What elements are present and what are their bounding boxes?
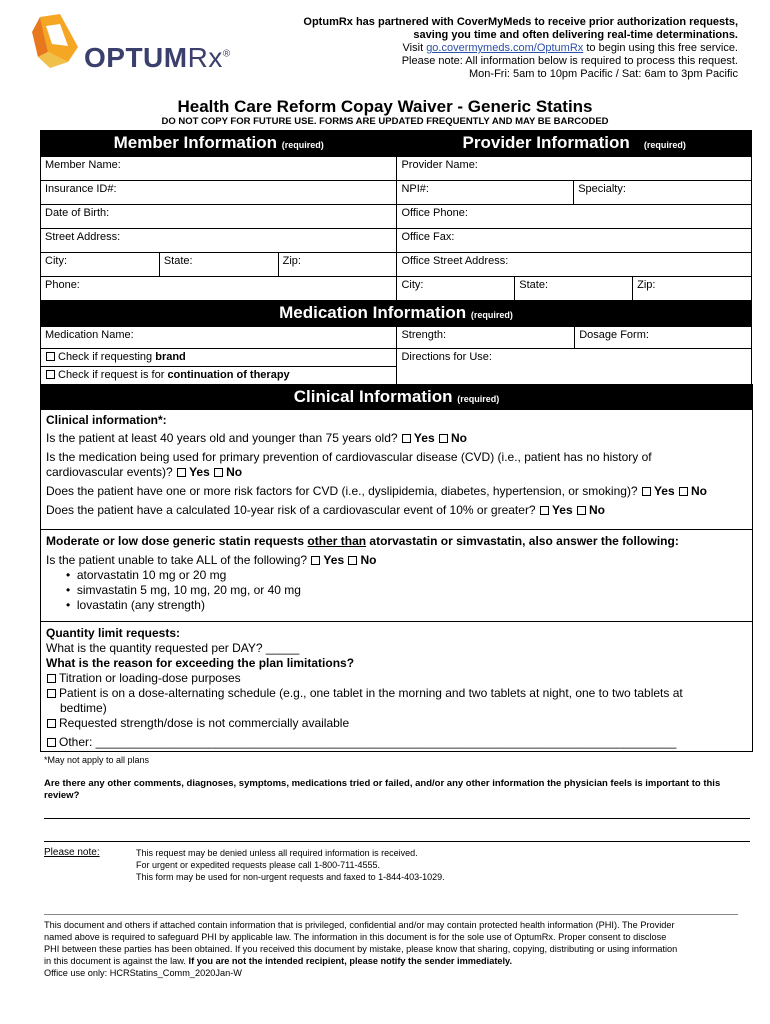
logo-name: OPTUM: [84, 42, 188, 73]
reason-title: What is the reason for exceeding the plan limitations?: [46, 656, 355, 670]
alternating-checkbox[interactable]: [47, 689, 56, 698]
alternating-label: Patient is on a dose-alternating schedule (e.g., one tablet in the morning and two tablets at night, one to two tablets at: [59, 686, 683, 700]
question-risk-factors: [46, 484, 747, 499]
question-risk-text: Does the patient have one or more risk factors for CVD (i.e., dyslipidemia, diabetes, hypertension, or smoking)?: [46, 484, 638, 498]
member-zip-field[interactable]: Zip:: [278, 253, 397, 277]
prevention-no-label: No: [226, 465, 243, 479]
please-note-label: Please note:: [44, 847, 100, 858]
logo-wordmark: [84, 42, 231, 74]
medication-required: (required): [470, 310, 513, 320]
form-subtitle: DO NOT COPY FOR FUTURE USE. FORMS ARE UPDATED FREQUENTLY AND MAY BE BARCODED: [161, 116, 609, 127]
disclaimer-bold: If you are not the intended recipient, please notify the sender immediately.: [188, 956, 513, 966]
provider-info-header: [397, 131, 752, 157]
please-note-line: This form may be used for non-urgent requests and faxed to 1-844-403-1029.: [136, 872, 445, 882]
question-10yr-risk: [46, 503, 747, 518]
provider-header-text: Provider Information: [462, 133, 630, 152]
provider-required: (required): [643, 140, 686, 150]
dob-field[interactable]: Date of Birth:: [41, 205, 397, 229]
street-address-field[interactable]: Street Address:: [41, 229, 397, 253]
office-use-code: Office use only: HCRStatins_Comm_2020Jan-W: [44, 968, 242, 978]
comments-line[interactable]: [44, 841, 750, 842]
unable-no-checkbox[interactable]: [348, 556, 357, 565]
statin-item: • atorvastatin 10 mg or 20 mg: [66, 568, 227, 582]
moderate-post: atorvastatin or simvastatin, also answer the following:: [366, 534, 679, 548]
covermymeds-link[interactable]: go.covermymeds.com/OptumRx: [426, 42, 584, 54]
top-note-line4: Please note: All information below is required to process this request.: [401, 55, 738, 67]
medication-name-field[interactable]: Medication Name:: [41, 327, 397, 349]
provider-name-field[interactable]: Provider Name:: [397, 157, 752, 181]
comments-question: Are there any other comments, diagnoses, symptoms, medications tried or failed, and/or any other information the physician feels is important to this review?: [44, 778, 721, 801]
clinical-required: (required): [457, 394, 500, 404]
top-note-hours: Mon-Fri: 5am to 10pm Pacific / Sat: 6am to 3pm Pacific: [469, 68, 738, 80]
question-unable-text: Is the patient unable to take ALL of the following?: [46, 553, 308, 567]
brand-checkbox[interactable]: [46, 352, 55, 361]
risk-yes-checkbox[interactable]: [642, 487, 651, 496]
risk-no-label: No: [691, 484, 707, 498]
strength-checkbox[interactable]: [47, 719, 56, 728]
npi-field[interactable]: NPI#:: [397, 181, 574, 205]
statin-item-text: lovastatin (any strength): [76, 598, 205, 612]
strength-label: Requested strength/dose is not commercially available: [59, 716, 350, 730]
provider-state-field[interactable]: State:: [515, 277, 633, 301]
please-note-text: [136, 847, 445, 883]
prevention-no-checkbox[interactable]: [214, 468, 223, 477]
member-name-field[interactable]: Member Name:: [41, 157, 397, 181]
top-note-line2: saving you time and often delivering real-time determinations.: [413, 29, 738, 41]
comments-line[interactable]: [44, 818, 750, 819]
specialty-field[interactable]: Specialty:: [574, 181, 752, 205]
moderate-dose-heading: [46, 534, 747, 549]
office-fax-field[interactable]: Office Fax:: [397, 229, 752, 253]
top-note-visit-post: to begin using this free service.: [583, 42, 738, 54]
member-state-field[interactable]: State:: [159, 253, 278, 277]
question-unable: [46, 553, 747, 568]
office-street-field[interactable]: Office Street Address:: [397, 253, 752, 277]
unable-yes-checkbox[interactable]: [311, 556, 320, 565]
member-provider-table: [40, 130, 752, 301]
office-phone-field[interactable]: Office Phone:: [397, 205, 752, 229]
dosage-form-field[interactable]: Dosage Form:: [575, 327, 752, 349]
clinical-info-header: [40, 384, 753, 410]
quantity-limit-block: [40, 622, 753, 752]
top-note: [268, 16, 738, 81]
continuation-checkbox[interactable]: [46, 370, 55, 379]
logo-registered-mark: ®: [222, 48, 231, 60]
other-checkbox[interactable]: [47, 738, 56, 747]
divider: [44, 914, 738, 915]
moderate-underline: other than: [307, 534, 367, 548]
disclaimer-line: PHI between these parties has been obtained. If you received this document by mistake, please know that sharing, copying, distributing or using information: [44, 944, 678, 954]
brand-check-row: [41, 349, 397, 367]
question-age: [46, 431, 747, 446]
strength-field[interactable]: Strength:: [397, 327, 575, 349]
statin-list: [46, 568, 747, 613]
age-yes-checkbox[interactable]: [402, 434, 411, 443]
tenyr-no-checkbox[interactable]: [577, 506, 586, 515]
risk-yes-label: Yes: [653, 484, 675, 498]
age-no-label: No: [450, 431, 467, 445]
medication-info-header: [41, 301, 752, 327]
provider-city-field[interactable]: City:: [397, 277, 515, 301]
top-note-line1: OptumRx has partnered with CoverMyMeds to receive prior authorization requests,: [303, 16, 738, 28]
optumrx-logo: [30, 12, 230, 82]
ql-title: Quantity limit requests:: [46, 626, 181, 640]
titration-label: Titration or loading-dose purposes: [59, 671, 241, 685]
optum-logo-mark-icon: [30, 12, 80, 72]
brand-label-bold: brand: [155, 351, 186, 363]
unable-no-label: No: [360, 553, 377, 567]
question-prevention-cont: [46, 465, 747, 480]
tenyr-yes-checkbox[interactable]: [540, 506, 549, 515]
provider-zip-field[interactable]: Zip:: [633, 277, 752, 301]
reason-strength: [46, 716, 747, 731]
please-note-line: For urgent or expedited requests please call 1-800-711-4555.: [136, 860, 380, 870]
age-no-checkbox[interactable]: [439, 434, 448, 443]
other-label[interactable]: Other: _______________________________________________________________________________________: [59, 735, 677, 749]
reason-alternating: [46, 686, 747, 701]
insurance-id-field[interactable]: Insurance ID#:: [41, 181, 397, 205]
titration-checkbox[interactable]: [47, 674, 56, 683]
member-required: (required): [281, 140, 324, 150]
ql-question: What is the quantity requested per DAY? _____: [46, 641, 300, 655]
alternating-label-cont: bedtime): [60, 701, 107, 715]
continuation-label: Check if request is for: [58, 369, 168, 381]
footnote: *May not apply to all plans: [44, 755, 150, 765]
continuation-check-row: [41, 367, 397, 385]
member-info-header: [41, 131, 397, 157]
top-note-visit: Visit: [402, 42, 427, 54]
prevention-yes-label: Yes: [189, 465, 210, 479]
member-city-field[interactable]: City:: [41, 253, 160, 277]
question-prevention: [46, 450, 747, 465]
form-title: Health Care Reform Copay Waiver - Generic Statins: [177, 97, 593, 116]
member-phone-field[interactable]: Phone:: [41, 277, 397, 301]
member-header-text: Member Information: [113, 133, 278, 152]
logo-suffix: Rx: [187, 42, 223, 73]
clinical-info-label: Clinical information*:: [46, 413, 167, 427]
reason-other: [46, 735, 747, 750]
reason-titration: [46, 671, 747, 686]
question-age-text: Is the patient at least 40 years old and younger than 75 years old?: [46, 431, 398, 445]
prevention-yes-checkbox[interactable]: [177, 468, 186, 477]
tenyr-no-label: No: [589, 503, 605, 517]
statin-item-text: simvastatin 5 mg, 10 mg, 20 mg, or 40 mg: [76, 583, 301, 597]
medication-table: [40, 300, 752, 385]
question-10yr-text: Does the patient have a calculated 10-year risk of a cardiovascular event of 10% or greater?: [46, 503, 536, 517]
tenyr-yes-label: Yes: [551, 503, 573, 517]
medication-header-text: Medication Information: [279, 303, 467, 322]
age-yes-label: Yes: [413, 431, 435, 445]
disclaimer-line: This document and others if attached contain information that is privileged, confidential and/or may contain protected health information (PHI). The Provider: [44, 920, 675, 930]
moderate-dose-block: [40, 530, 753, 622]
clinical-header-text: Clinical Information: [293, 387, 453, 406]
statin-item: • lovastatin (any strength): [66, 598, 205, 612]
risk-no-checkbox[interactable]: [679, 487, 688, 496]
disclaimer-line: named above is required to safeguard PHI by applicable law. The information in this document is for the sole use of OptumRx. Proper consent to disclose: [44, 932, 667, 942]
clinical-questions-block: [40, 409, 753, 530]
directions-field[interactable]: Directions for Use:: [397, 349, 752, 385]
disclaimer: [44, 919, 754, 979]
continuation-label-bold: continuation of therapy: [167, 369, 290, 381]
brand-label: Check if requesting: [58, 351, 156, 363]
question-prevention-text: Is the medication being used for primary prevention of cardiovascular disease (CVD) (i.e., patient has no history of: [46, 450, 652, 464]
statin-item: • simvastatin 5 mg, 10 mg, 20 mg, or 40 mg: [66, 583, 301, 597]
moderate-pre: Moderate or low dose generic statin requests: [46, 534, 308, 548]
statin-item-text: atorvastatin 10 mg or 20 mg: [76, 568, 227, 582]
disclaimer-line: [44, 955, 754, 967]
question-prevention-text2: cardiovascular events)?: [46, 465, 173, 479]
please-note-line: This request may be denied unless all required information is received.: [136, 848, 418, 858]
unable-yes-label: Yes: [323, 553, 345, 567]
disclaimer-pre: in this document is against the law.: [44, 956, 189, 966]
